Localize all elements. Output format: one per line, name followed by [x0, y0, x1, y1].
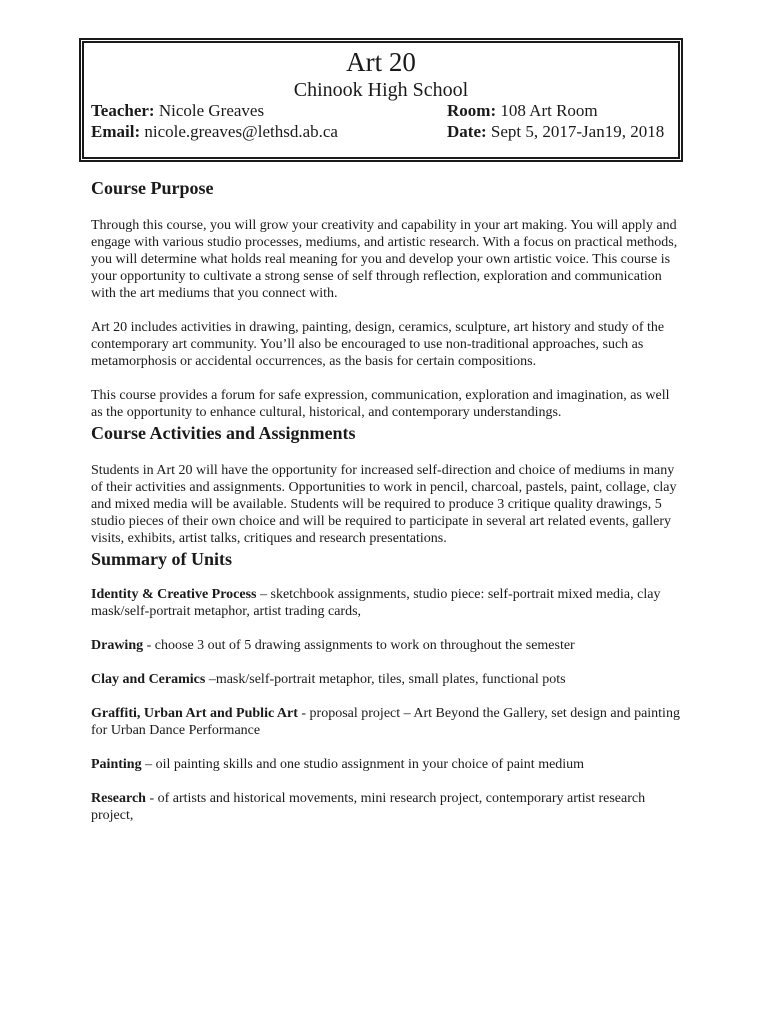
room-line	[447, 101, 598, 121]
purpose-paragraph-3: This course provides a forum for safe expression, communication, exploration and imagination, as well as the opportunity to enhance cultural, historical, and contemporary understandings.	[91, 388, 670, 420]
purpose-paragraph-1: Through this course, you will grow your creativity and capability in your art making. You will apply and engage with various studio processes, mediums, and artistic research. With a focus on practical methods, you will determine what holds real meaning for you and develop your own artistic voice. This course is your opportunity to cultivate a strong sense of self through reflection, exploration and communication with the art mediums that you connect with.	[91, 218, 678, 301]
teacher-name: Nicole Greaves	[158, 101, 265, 120]
email-line	[91, 122, 338, 142]
unit-title: Research	[91, 791, 146, 806]
room-value: 108 Art Room	[500, 101, 598, 120]
activities-heading: Course Activities and Assignments	[91, 423, 356, 443]
date-value: Sept 5, 2017-Jan19, 2018	[490, 122, 665, 141]
date-line	[447, 122, 664, 142]
activities-paragraph: Students in Art 20 will have the opportunity for increased self-direction and choice of mediums in many of their activities and assignments. Opportunities to work in pencil, charcoal, pastels, paint, collage, clay and mixed media will be available. Students will be required to produce 3 critique quality drawings, 5 studio pieces of their own choice and will be required to participate in several art related events, gallery visits, exhibits, artist talks, critiques and research presentations.	[91, 463, 677, 546]
unit-item	[91, 671, 681, 688]
teacher-label: Teacher:	[91, 101, 155, 120]
unit-title: Clay and Ceramics	[91, 672, 206, 687]
unit-description: - of artists and historical movements, mini research project, contemporary artist research project,	[91, 791, 646, 823]
unit-title: Drawing	[91, 638, 144, 653]
unit-description: –mask/self-portrait metaphor, tiles, small plates, functional pots	[205, 672, 566, 687]
course-header-box	[79, 38, 683, 162]
date-label: Date:	[447, 122, 487, 141]
unit-description: – oil painting skills and one studio assignment in your choice of paint medium	[141, 757, 585, 772]
teacher-line	[91, 101, 264, 121]
unit-item	[91, 756, 681, 773]
course-purpose-heading: Course Purpose	[91, 178, 214, 198]
unit-description: – sketchbook assignments, studio piece: self-portrait mixed media, clay mask/self-portrait metaphor, artist trading cards,	[91, 587, 661, 619]
document-body	[91, 176, 681, 824]
room-label: Room:	[447, 101, 497, 120]
units-heading: Summary of Units	[91, 549, 233, 569]
unit-description: - proposal project – Art Beyond the Gallery, set design and painting for Urban Dance Performance	[91, 706, 680, 738]
unit-title: Graffiti, Urban Art and Public Art	[91, 706, 298, 721]
email-label: Email:	[91, 122, 141, 141]
unit-description: - choose 3 out of 5 drawing assignments to work on throughout the semester	[143, 638, 575, 653]
unit-title: Painting	[91, 757, 142, 772]
unit-item	[91, 705, 681, 739]
school-name: Chinook High School	[293, 79, 469, 101]
purpose-paragraph-2: Art 20 includes activities in drawing, painting, design, ceramics, sculpture, art history and study of the contemporary art community. You’ll also be encouraged to use non-traditional approaches, such as metamorphosis or accidental occurrences, as the basis for certain compositions.	[91, 320, 665, 369]
unit-title: Identity & Creative Process	[91, 587, 257, 602]
email-address: nicole.greaves@lethsd.ab.ca	[144, 122, 338, 141]
unit-item	[91, 586, 681, 620]
unit-item	[91, 637, 681, 654]
course-title: Art 20	[346, 47, 416, 77]
unit-item	[91, 790, 681, 824]
